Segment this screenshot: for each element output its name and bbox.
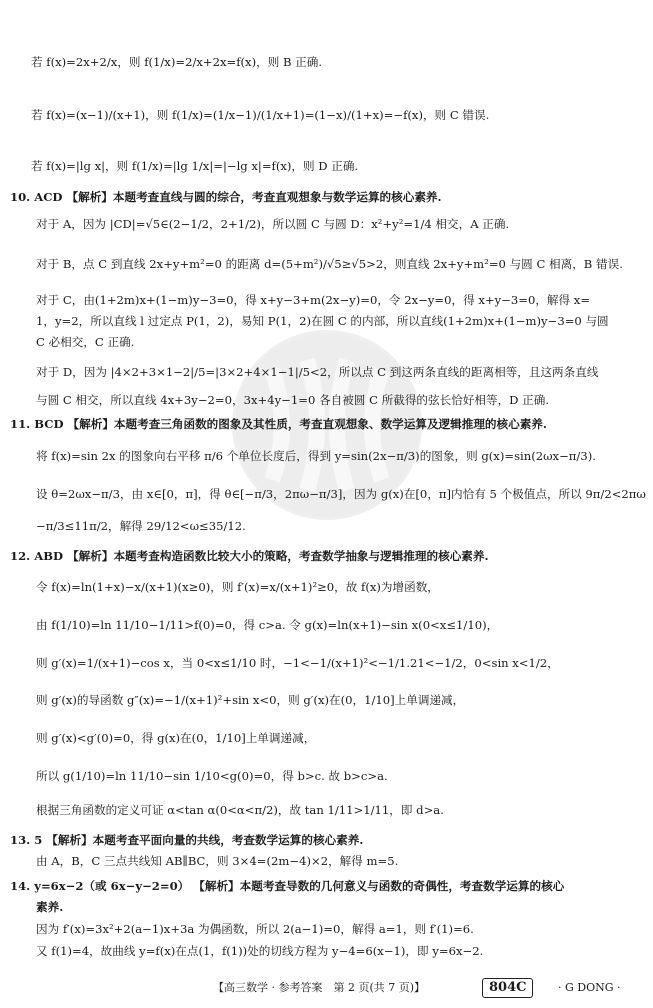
text-line-19: 则 g′(x)=1/(x+1)−cos x，当 0<x≤1/10 时，−1<−1/(x+1)²<−1/1.21<−1/2，0<sin x<1/2， xyxy=(36,656,559,670)
text-line-22: 所以 g(1/10)=ln 11/10−sin 1/10<g(0)=0，得 b>c. 故 b>c>a. xyxy=(36,769,388,783)
text-line-3: 若 f(x)=|lg x|，则 f(1/x)=|lg 1/x|=|−lg x|=f(x)，则 D 正确. xyxy=(31,159,359,173)
text-line-23: 根据三角函数的定义可证 α<tan α(0<α<π/2)，故 tan 1/11>1/11，即 d>a. xyxy=(36,803,444,817)
text-line-29: 又 f(1)=4，故曲线 y=f(x)在点(1，f(1))处的切线方程为 y−4=6(x−1)，即 y=6x−2. xyxy=(36,944,484,958)
answer-12-heading: 12. ABD 【解析】本题考查构造函数比较大小的策略，考查数学抽象与逻辑推理的核心素养. xyxy=(10,549,489,563)
text-line-2: 若 f(x)=(x−1)/(x+1)，则 f(1/x)=(1/x−1)/(1/x+1)=(1−x)/(1+x)=−f(x)，则 C 错误. xyxy=(31,108,490,122)
footer-page-info: 【高三数学 · 参考答案 第 2 页(共 7 页)】 xyxy=(213,981,426,994)
text-line-7: 对于 C，由(1+2m)x+(1−m)y−3=0，得 x+y−3+m(2x−y)=0，令 2x−y=0，得 x+y−3=0，解得 x= xyxy=(36,293,591,307)
answer-13-heading: 13. 5 【解析】本题考查平面向量的共线，考查数学运算的核心素养. xyxy=(10,833,364,847)
text-line-21: 则 g′(x)<g′(0)=0，得 g(x)在(0，1/10]上单调递减， xyxy=(36,731,316,745)
text-line-1: 若 f(x)=2x+2/x，则 f(1/x)=2/x+2x=f(x)，则 B 正确. xyxy=(31,55,323,69)
answer-14-heading-cont: 素养. xyxy=(36,900,64,914)
text-line-17: 令 f(x)=ln(1+x)−x/(x+1)(x≥0)，则 f′(x)=x/(x+1)²≥0，故 f(x)为增函数， xyxy=(36,580,439,594)
text-line-11: 与圆 C 相交，所以直线 4x+3y−2=0，3x+4y−1=0 各自被圆 C 所截得的弦长恰好相等，D 正确. xyxy=(36,393,550,407)
text-line-6: 对于 B，点 C 到直线 2x+y+m²=0 的距离 d=(5+m²)/√5≥√5>2，则直线 2x+y+m²=0 与圆 C 相离，B 错误. xyxy=(36,257,623,271)
text-line-15: −π/3≤11π/2，解得 29/12<ω≤35/12. xyxy=(36,519,246,533)
text-line-20: 则 g′(x)的导函数 g″(x)=−1/(x+1)²+sin x<0，则 g′(x)在(0，1/10]上单调递减， xyxy=(36,693,465,707)
footer-brand: · G DONG · xyxy=(558,981,621,994)
answer-11-heading: 11. BCD 【解析】本题考查三角函数的图象及其性质，考查直观想象、数学运算及逻辑推理的核心素养. xyxy=(10,417,547,431)
text-line-28: 因为 f′(x)=3x²+2(a−1)x+3a 为偶函数，所以 2(a−1)=0，解得 a=1，则 f′(1)=6. xyxy=(36,922,474,936)
text-line-13: 将 f(x)=sin 2x 的图象向右平移 π/6 个单位长度后，得到 y=sin(2x−π/3)的图象，则 g(x)=sin(2ωx−π/3). xyxy=(36,449,596,463)
text-line-9: C 必相交，C 正确. xyxy=(36,335,135,349)
answer-10-heading: 10. ACD 【解析】本题考查直线与圆的综合，考查直观想象与数学运算的核心素养. xyxy=(10,190,442,204)
exam-code-badge: 804C xyxy=(482,978,533,998)
text-line-5: 对于 A，因为 |CD|=√5∈(2−1/2，2+1/2)，所以圆 C 与圆 D：x²+y²=1/4 相交，A 正确. xyxy=(36,217,510,231)
text-line-14: 设 θ=2ωx−π/3，由 x∈[0，π]，得 θ∈[−π/3，2πω−π/3]，因为 g(x)在[0，π]内恰有 5 个极值点，所以 9π/2<2πω xyxy=(36,487,646,501)
text-line-8: 1，y=2，所以直线 l 过定点 P(1，2)，易知 P(1，2)在圆 C 的内部，所以直线(1+2m)x+(1−m)y−3=0 与圆 xyxy=(36,314,609,328)
text-line-18: 由 f(1/10)=ln 11/10−1/11>f(0)=0，得 c>a. 令 g(x)=ln(x+1)−sin x(0<x≤1/10)， xyxy=(36,618,499,632)
answer-14-heading: 14. y=6x−2（或 6x−y−2=0） 【解析】本题考查导数的几何意义与函数的奇偶性，考查数学运算的核心 xyxy=(10,879,565,893)
page-footer xyxy=(0,978,653,998)
text-line-25: 由 A，B，C 三点共线知 AB∥BC，则 3×4=(2m−4)×2，解得 m=5. xyxy=(36,854,399,868)
text-line-10: 对于 D，因为 |4×2+3×1−2|/5=|3×2+4×1−1|/5<2，所以点 C 到这两条直线的距离相等，且这两条直线 xyxy=(36,365,599,379)
